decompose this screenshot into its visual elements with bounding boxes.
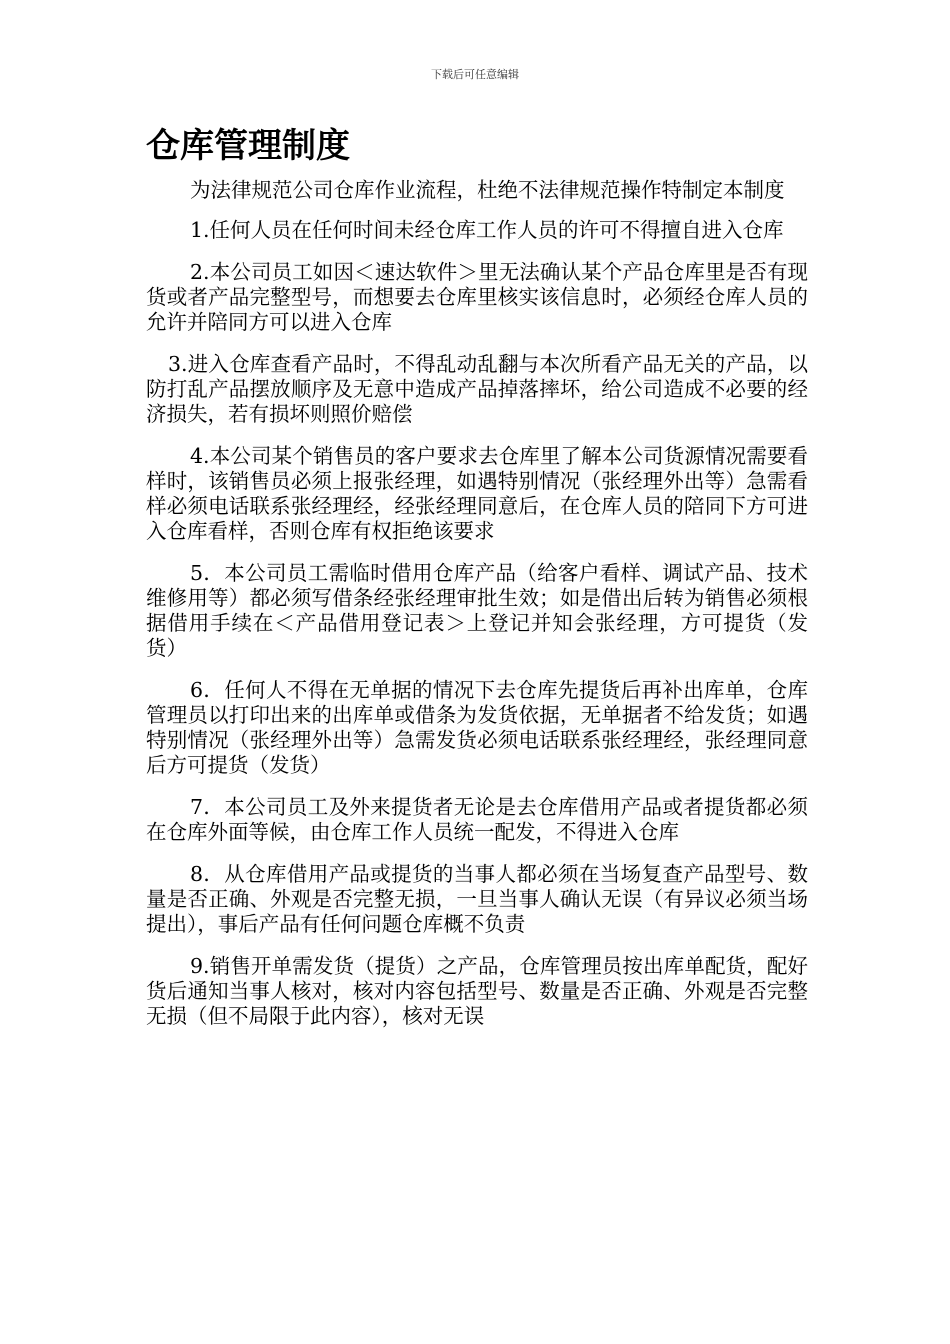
rule-paragraph-8: 8．从仓库借用产品或提货的当事人都必须在当场复查产品型号、数量是否正确、外观是否完整无损，一旦当事人确认无误（有异议必须当场提出），事后产品有任何问题仓库概不负责 bbox=[146, 862, 808, 936]
rule-paragraph-4: 4.本公司某个销售员的客户要求去仓库里了解本公司货源情况需要看样时，该销售员必须上报张经理，如遇特别情况（张经理外出等）急需看样必须电话联系张经理经，经张经理同意后，在仓库人员的陪同下方可进入仓库看样，否则仓库有权拒绝该要求 bbox=[146, 444, 808, 543]
rule-paragraph-2: 2.本公司员工如因＜速达软件＞里无法确认某个产品仓库里是否有现货或者产品完整型号，而想要去仓库里核实该信息时，必须经仓库人员的允许并陪同方可以进入仓库 bbox=[146, 260, 808, 334]
page-header-note: 下载后可任意编辑 bbox=[431, 68, 519, 81]
document-body bbox=[146, 124, 808, 1046]
rule-paragraph-3: 3.进入仓库查看产品时，不得乱动乱翻与本次所看产品无关的产品，以防打乱产品摆放顺序及无意中造成产品掉落摔坏，给公司造成不必要的经济损失，若有损坏则照价赔偿 bbox=[146, 352, 808, 426]
rule-paragraph-9: 9.销售开单需发货（提货）之产品，仓库管理员按出库单配货，配好货后通知当事人核对，核对内容包括型号、数量是否正确、外观是否完整无损（但不局限于此内容），核对无误 bbox=[146, 954, 808, 1028]
rule-paragraph-6: 6．任何人不得在无单据的情况下去仓库先提货后再补出库单，仓库管理员以打印出来的出库单或借条为发货依据，无单据者不给发货；如遇特别情况（张经理外出等）急需发货必须电话联系张经理经，张经理同意后方可提货（发货） bbox=[146, 678, 808, 777]
intro-paragraph: 为法律规范公司仓库作业流程，杜绝不法律规范操作特制定本制度 bbox=[190, 178, 785, 202]
rule-paragraph-7: 7．本公司员工及外来提货者无论是去仓库借用产品或者提货都必须在仓库外面等候，由仓库工作人员统一配发，不得进入仓库 bbox=[146, 795, 808, 844]
document-title: 仓库管理制度 bbox=[146, 126, 350, 166]
rule-paragraph-1: 1.任何人员在任何时间未经仓库工作人员的许可不得擅自进入仓库 bbox=[190, 218, 784, 242]
rule-paragraph-5: 5．本公司员工需临时借用仓库产品（给客户看样、调试产品、技术维修用等）都必须写借条经张经理审批生效；如是借出后转为销售必须根据借用手续在＜产品借用登记表＞上登记并知会张经理，方可提货（发货） bbox=[146, 561, 808, 660]
